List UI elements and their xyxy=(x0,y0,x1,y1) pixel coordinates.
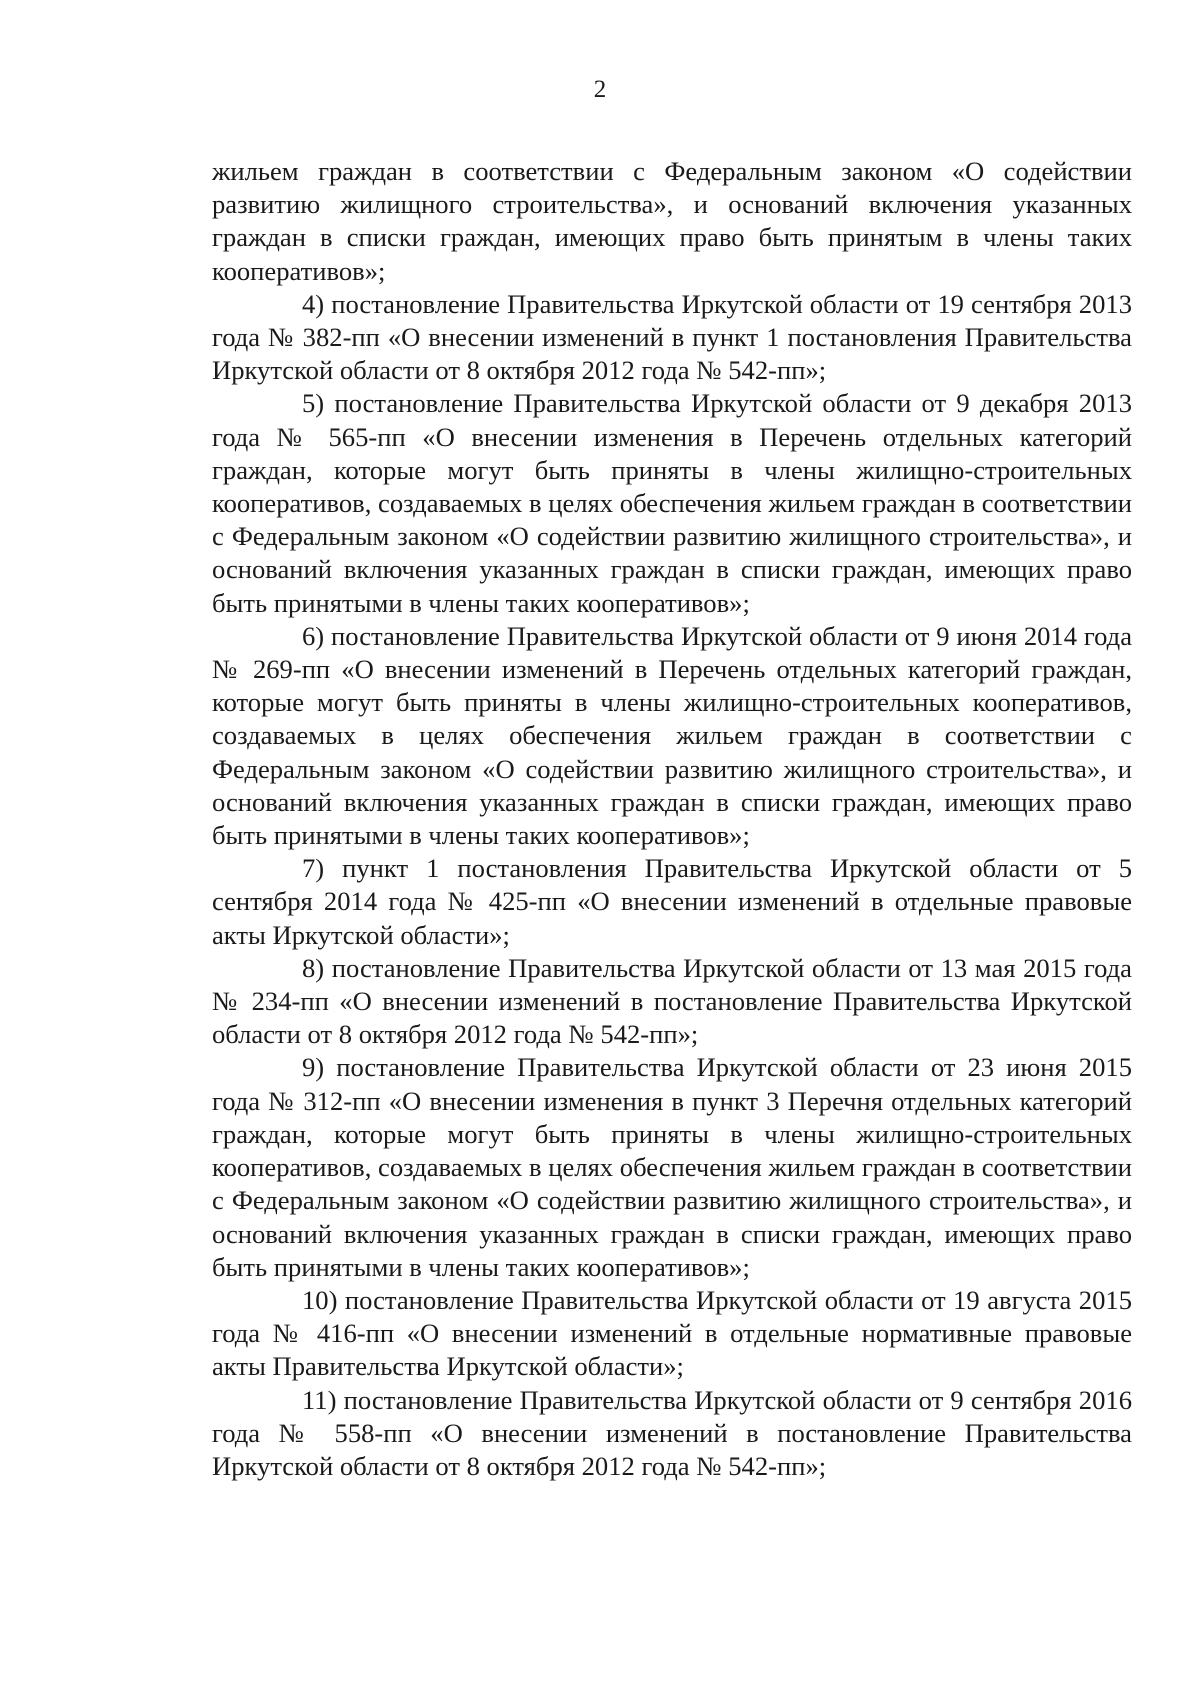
list-item-5: 5) постановление Правительства Иркутской области от 9 декабря 2013 года № 565-пп «О внесении изменения в Перечень отдельных категорий граждан, которые могут быть приняты в члены жилищно-строительных кооперативов, создаваемых в целях обеспечения жильем граждан в соответствии с Федеральным законом «О содействии развитию жилищного строительства», и оснований включения указанных граждан в списки граждан, имеющих право быть принятыми в члены таких кооперативов»; xyxy=(212,388,1132,618)
list-item-11: 11) постановление Правительства Иркутской области от 9 сентября 2016 года № 558-пп «О внесении изменений в постановление Правительства Иркутской области от 8 октября 2012 года № 542-пп»; xyxy=(212,1384,1132,1481)
list-item-8: 8) постановление Правительства Иркутской области от 13 мая 2015 года № 234-пп «О внесении изменений в постановление Правительства Иркутской области от 8 октября 2012 года № 542-пп»; xyxy=(212,952,1132,1050)
list-item-10: 10) постановление Правительства Иркутской области от 19 августа 2015 года № 416-пп «О внесении изменений в отдельные нормативные правовые акты Правительства Иркутской области»; xyxy=(212,1284,1132,1382)
list-item-6: 6) постановление Правительства Иркутской области от 9 июня 2014 года № 269-пп «О внесении изменений в Перечень отдельных категорий граждан, которые могут быть приняты в члены жилищно-строительных кооперативов, создаваемых в целях обеспечения жильем граждан в соответствии с Федеральным законом «О содействии развитию жилищного строительства», и оснований включения указанных граждан в списки граждан, имеющих право быть принятыми в члены таких кооперативов»; xyxy=(212,620,1132,851)
list-item-7: 7) пункт 1 постановления Правительства Иркутской области от 5 сентября 2014 года № 425-пп «О внесении изменений в отдельные правовые акты Иркутской области»; xyxy=(212,853,1132,950)
paragraph-continuation: жильем граждан в соответствии с Федеральным законом «О содействии развитию жилищного строительства», и оснований включения указанных граждан в списки граждан, имеющих право быть принятым в члены таких кооперативов»; xyxy=(212,156,1132,286)
list-item-9: 9) постановление Правительства Иркутской области от 23 июня 2015 года № 312-пп «О внесении изменения в пункт 3 Перечня отдельных категорий граждан, которые могут быть приняты в члены жилищно-строительных кооперативов, создаваемых в целях обеспечения жильем граждан в соответствии с Федеральным законом «О содействии развитию жилищного строительства», и оснований включения указанных граждан в списки граждан, имеющих право быть принятыми в члены таких кооперативов»; xyxy=(212,1052,1132,1282)
page-number: 2 xyxy=(593,76,607,103)
document-body xyxy=(212,155,1132,1483)
list-item-4: 4) постановление Правительства Иркутской области от 19 сентября 2013 года № 382-пп «О внесении изменений в пункт 1 постановления Правительства Иркутской области от 8 октября 2012 года № 542-пп»; xyxy=(212,288,1132,386)
